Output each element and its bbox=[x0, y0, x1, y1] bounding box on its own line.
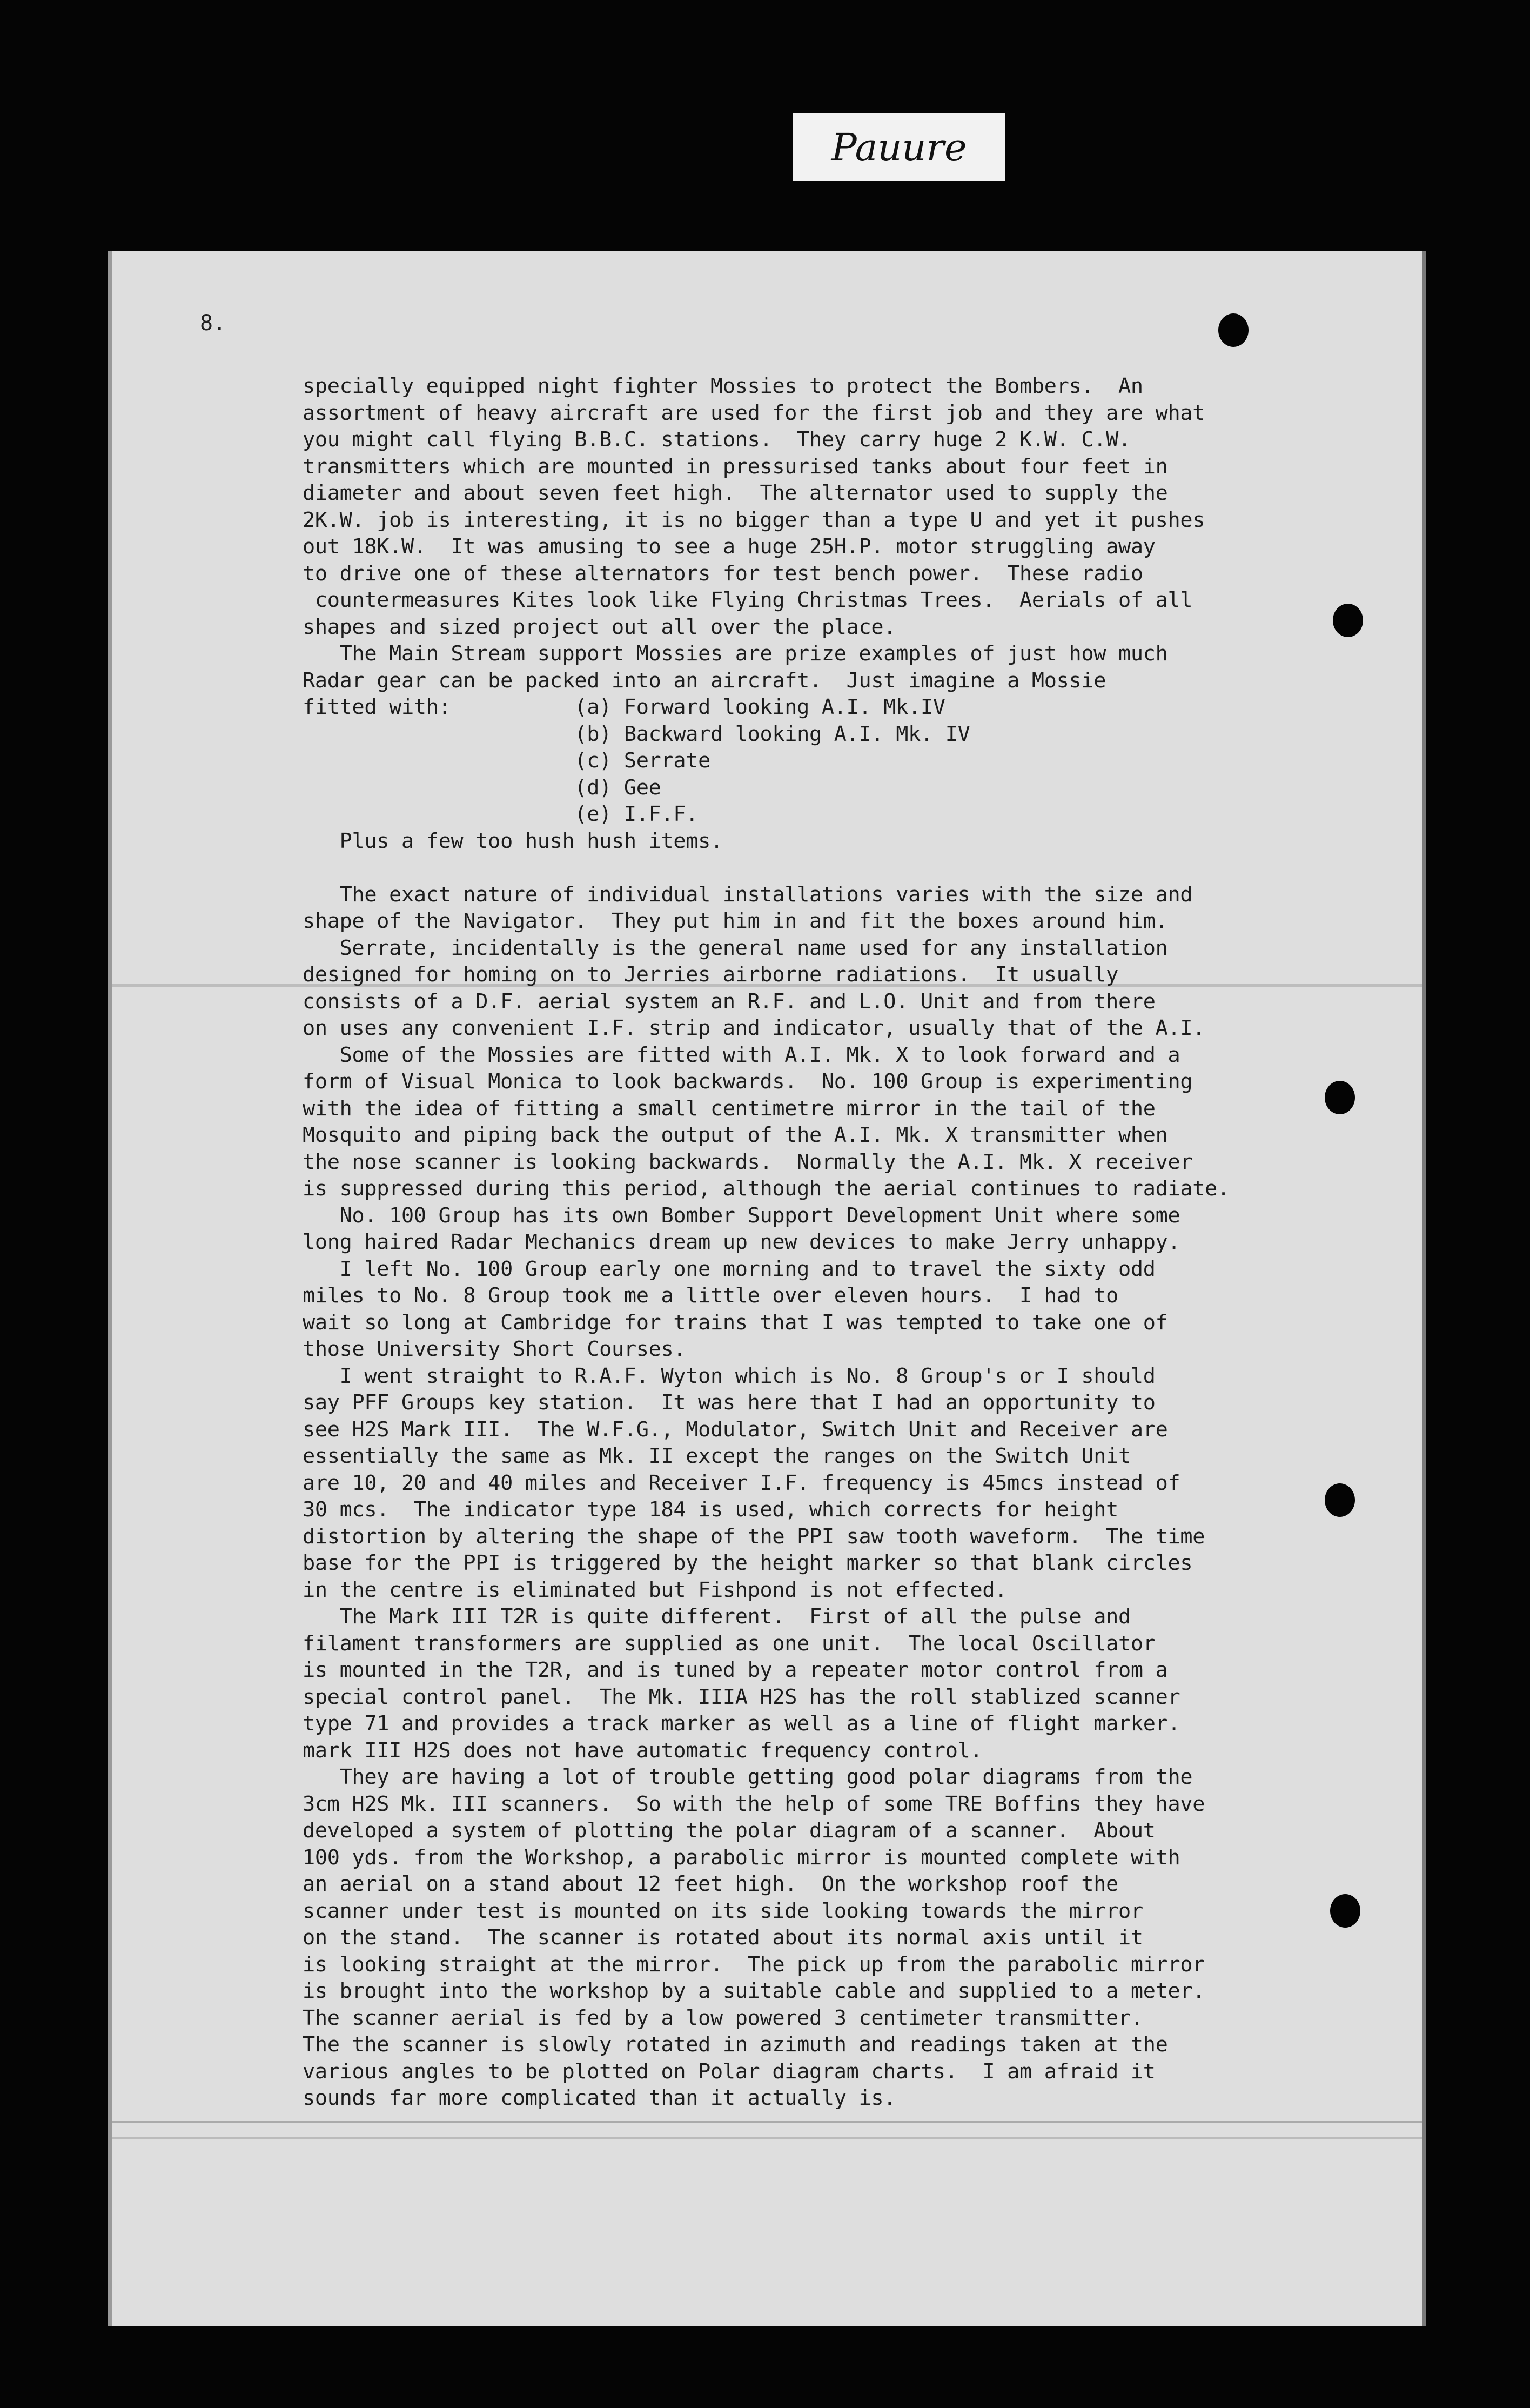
text-line: with the idea of fitting a small centimetre mirror in the tail of the bbox=[303, 1096, 1156, 1121]
text-line: I went straight to R.A.F. Wyton which is No. 8 Group's or I should bbox=[303, 1363, 1156, 1388]
text-line: 2K.W. job is interesting, it is no bigger than a type U and yet it pushes bbox=[303, 507, 1205, 532]
text-line: essentially the same as Mk. II except the ranges on the Switch Unit bbox=[303, 1444, 1131, 1468]
body-text bbox=[303, 373, 1318, 2112]
text-line: is suppressed during this period, although the aerial continues to radiate. bbox=[303, 1176, 1230, 1201]
text-line: base for the PPI is triggered by the height marker so that blank circles bbox=[303, 1551, 1193, 1575]
text-line: Some of the Mossies are fitted with A.I. Mk. X to look forward and a bbox=[303, 1042, 1180, 1067]
text-line: say PFF Groups key station. It was here that I had an opportunity to bbox=[303, 1390, 1156, 1415]
text-line: The Mark III T2R is quite different. First of all the pulse and bbox=[303, 1604, 1131, 1629]
reference-label: Pauure bbox=[793, 113, 1005, 181]
text-line: to drive one of these alternators for test bench power. These radio bbox=[303, 561, 1143, 586]
text-line: scanner under test is mounted on its side looking towards the mirror bbox=[303, 1898, 1143, 1923]
text-line: is brought into the workshop by a suitable cable and supplied to a meter. bbox=[303, 1979, 1205, 2003]
text-line: The exact nature of individual installations varies with the size and bbox=[303, 882, 1193, 907]
text-line: an aerial on a stand about 12 feet high. On the workshop roof the bbox=[303, 1872, 1119, 1896]
text-line: mark III H2S does not have automatic frequency control. bbox=[303, 1738, 983, 1763]
text-line: diameter and about seven feet high. The alternator used to supply the bbox=[303, 481, 1168, 505]
text-line: sounds far more complicated than it actually is. bbox=[303, 2086, 896, 2110]
punch-hole bbox=[1325, 1483, 1355, 1517]
text-line: out 18K.W. It was amusing to see a huge 25H.P. motor struggling away bbox=[303, 534, 1156, 559]
text-line: special control panel. The Mk. IIIA H2S has the roll stablized scanner bbox=[303, 1684, 1180, 1709]
text-line: wait so long at Cambridge for trains that I was tempted to take one of bbox=[303, 1310, 1168, 1335]
text-line: countermeasures Kites look like Flying Christmas Trees. Aerials of all bbox=[303, 588, 1193, 612]
text-line: designed for homing on to Jerries airborne radiations. It usually bbox=[303, 962, 1119, 987]
text-line: (c) Serrate bbox=[303, 748, 711, 773]
text-line: fitted with: (a) Forward looking A.I. Mk.IV bbox=[303, 695, 945, 719]
text-line: is mounted in the T2R, and is tuned by a repeater motor control from a bbox=[303, 1658, 1168, 1682]
text-line: consists of a D.F. aerial system an R.F. and L.O. Unit and from there bbox=[303, 989, 1156, 1014]
text-line: on the stand. The scanner is rotated about its normal axis until it bbox=[303, 1925, 1143, 1950]
text-line: (e) I.F.F. bbox=[303, 802, 699, 826]
bottom-rule-2 bbox=[112, 2137, 1422, 2139]
text-line: developed a system of plotting the polar diagram of a scanner. About bbox=[303, 1818, 1156, 1843]
text-line: They are having a lot of trouble getting good polar diagrams from the bbox=[303, 1765, 1193, 1789]
text-line: are 10, 20 and 40 miles and Receiver I.F. frequency is 45mcs instead of bbox=[303, 1470, 1180, 1495]
punch-hole bbox=[1218, 313, 1249, 347]
bottom-rule bbox=[112, 2121, 1422, 2123]
text-line: transmitters which are mounted in pressurised tanks about four feet in bbox=[303, 454, 1168, 479]
text-line: Radar gear can be packed into an aircraft. Just imagine a Mossie bbox=[303, 668, 1106, 693]
text-line: (d) Gee bbox=[303, 775, 661, 800]
text-line: assortment of heavy aircraft are used for the first job and they are what bbox=[303, 400, 1205, 425]
text-line: filament transformers are supplied as one unit. The local Oscillator bbox=[303, 1631, 1156, 1656]
text-line: form of Visual Monica to look backwards. No. 100 Group is experimenting bbox=[303, 1069, 1193, 1094]
text-line: various angles to be plotted on Polar diagram charts. I am afraid it bbox=[303, 2059, 1156, 2084]
text-line: No. 100 Group has its own Bomber Support Development Unit where some bbox=[303, 1203, 1180, 1228]
page-number: 8. bbox=[200, 311, 226, 336]
text-line: I left No. 100 Group early one morning and to travel the sixty odd bbox=[303, 1256, 1156, 1281]
text-line bbox=[303, 854, 1318, 881]
punch-hole bbox=[1330, 1894, 1360, 1928]
text-line: Plus a few too hush hush items. bbox=[303, 828, 723, 853]
text-line: long haired Radar Mechanics dream up new devices to make Jerry unhappy. bbox=[303, 1230, 1180, 1254]
text-line: on uses any convenient I.F. strip and indicator, usually that of the A.I. bbox=[303, 1016, 1205, 1040]
punch-hole bbox=[1333, 604, 1363, 637]
text-line: 30 mcs. The indicator type 184 is used, which corrects for height bbox=[303, 1497, 1119, 1522]
text-line: see H2S Mark III. The W.F.G., Modulator, Switch Unit and Receiver are bbox=[303, 1417, 1168, 1442]
text-line: the nose scanner is looking backwards. Normally the A.I. Mk. X receiver bbox=[303, 1149, 1193, 1174]
text-line: shape of the Navigator. They put him in and fit the boxes around him. bbox=[303, 909, 1168, 933]
text-line: (b) Backward looking A.I. Mk. IV bbox=[303, 721, 970, 746]
text-line: The scanner aerial is fed by a low powered 3 centimeter transmitter. bbox=[303, 2005, 1143, 2030]
text-line: The Main Stream support Mossies are prize examples of just how much bbox=[303, 641, 1168, 666]
text-line: distortion by altering the shape of the PPI saw tooth waveform. The time bbox=[303, 1524, 1205, 1549]
text-line: miles to No. 8 Group took me a little over eleven hours. I had to bbox=[303, 1283, 1119, 1308]
text-line: Serrate, incidentally is the general name used for any installation bbox=[303, 935, 1168, 960]
text-line: in the centre is eliminated but Fishpond is not effected. bbox=[303, 1577, 1008, 1602]
punch-hole bbox=[1325, 1081, 1355, 1114]
text-line: type 71 and provides a track marker as well as a line of flight marker. bbox=[303, 1711, 1180, 1736]
text-line: is looking straight at the mirror. The pick up from the parabolic mirror bbox=[303, 1952, 1205, 1977]
text-line: The the scanner is slowly rotated in azimuth and readings taken at the bbox=[303, 2032, 1168, 2057]
text-line: you might call flying B.B.C. stations. They carry huge 2 K.W. C.W. bbox=[303, 427, 1131, 452]
text-line: 100 yds. from the Workshop, a parabolic mirror is mounted complete with bbox=[303, 1845, 1180, 1870]
text-line: specially equipped night fighter Mossies to protect the Bombers. An bbox=[303, 374, 1143, 398]
text-line: those University Short Courses. bbox=[303, 1337, 686, 1361]
text-line: Mosquito and piping back the output of the A.I. Mk. X transmitter when bbox=[303, 1123, 1168, 1147]
text-line: 3cm H2S Mk. III scanners. So with the help of some TRE Boffins they have bbox=[303, 1791, 1205, 1816]
text-line: shapes and sized project out all over the place. bbox=[303, 614, 896, 639]
